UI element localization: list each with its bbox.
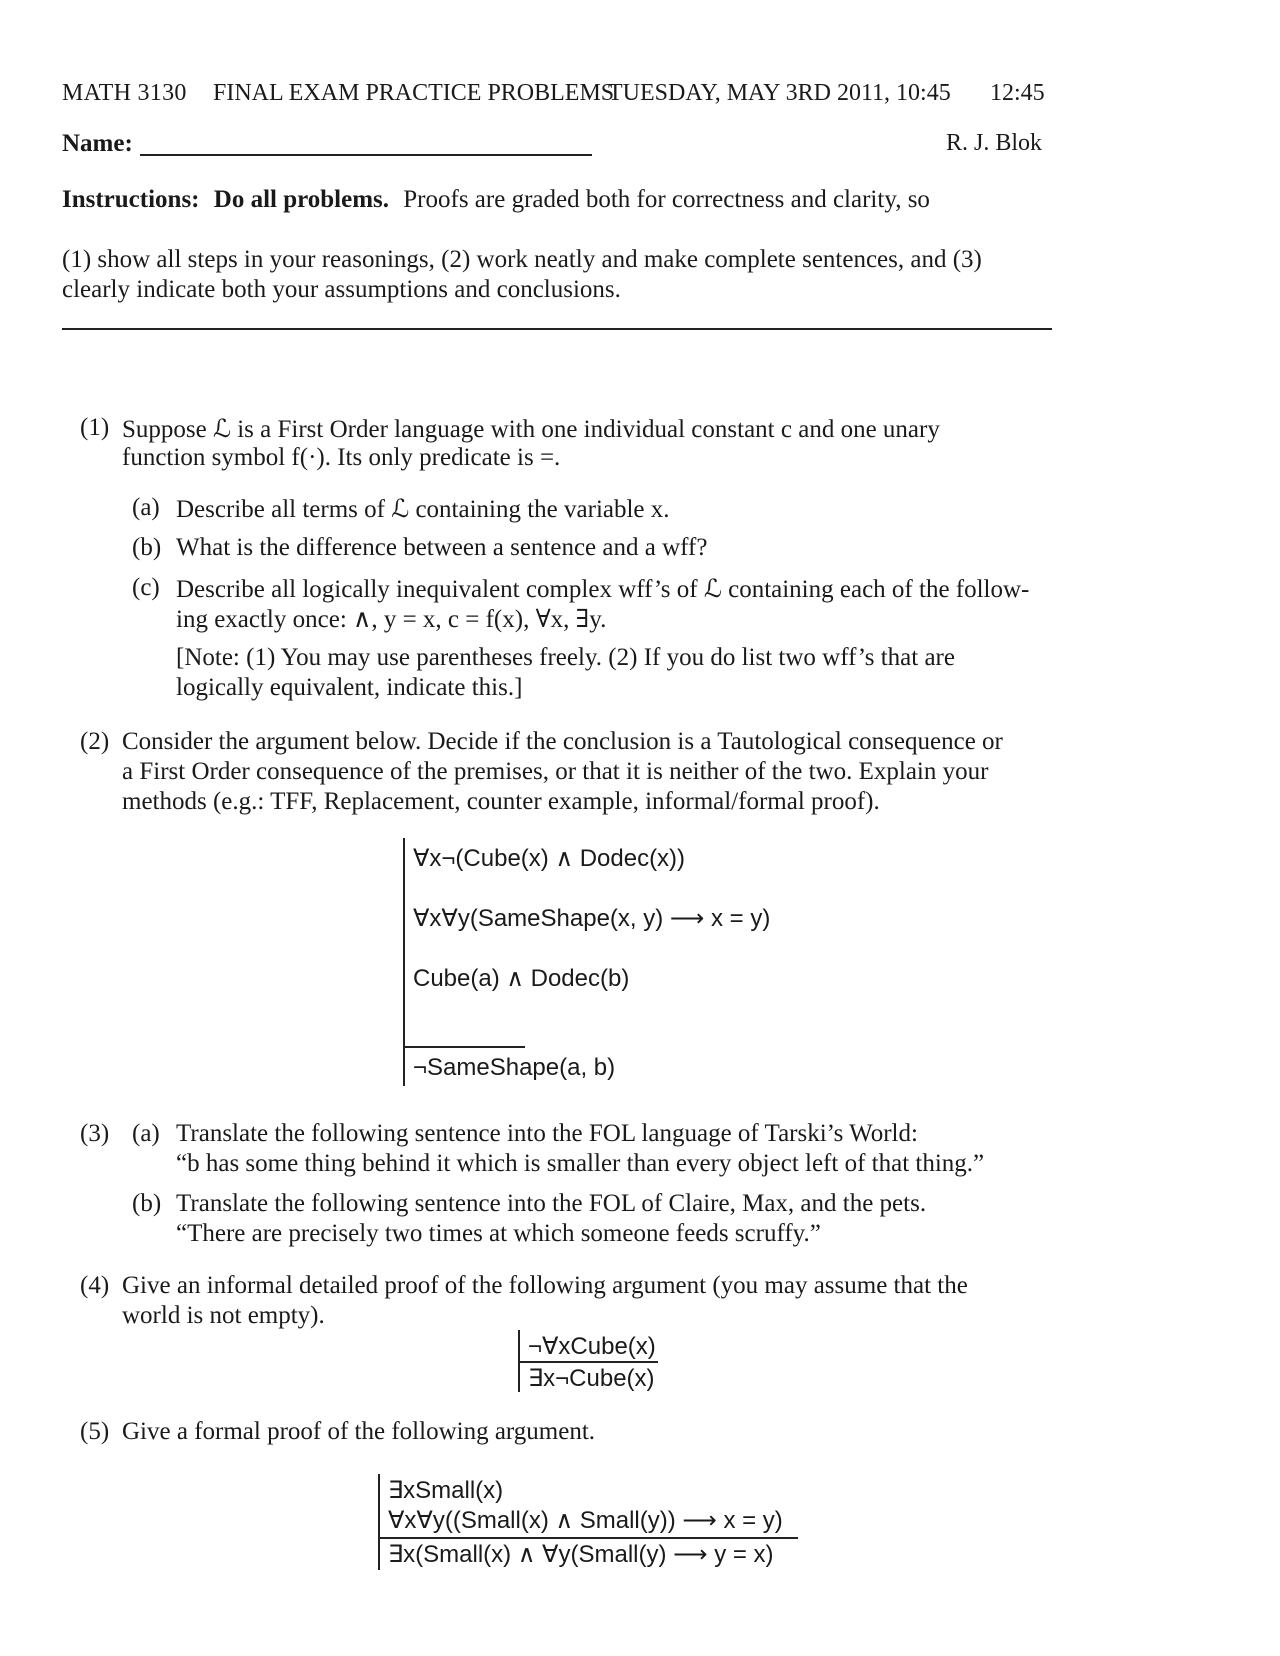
problem-4-fitch-separator [518, 1361, 658, 1363]
problem-1c-label: (c) [132, 574, 160, 601]
exam-title: FINAL EXAM PRACTICE PROBLEMS [213, 80, 615, 106]
name-label: Name: [62, 130, 133, 157]
problem-1b-label: (b) [132, 534, 162, 561]
problem-4-line2: world is not empty). [122, 1302, 325, 1329]
problem-2-premise-1: ∀x¬(Cube(x) ∧ Dodec(x)) [413, 845, 686, 872]
problem-2-line2: a First Order consequence of the premises, or that it is neither of the two. Explain your [122, 758, 989, 785]
problem-3a-line2: “b has some thing behind it which is smaller than every object left of that thing.” [176, 1150, 985, 1177]
problem-2-number: (2) [80, 728, 110, 755]
problem-1b-text: What is the difference between a sentence and a wff? [176, 534, 708, 561]
instructions-line1-rest: Proofs are graded both for correctness and clarity, so [403, 186, 930, 213]
problem-4-premise: ¬∀xCube(x) [528, 1333, 656, 1360]
problem-3a-line1: Translate the following sentence into the FOL language of Tarski’s World: [176, 1120, 918, 1147]
problem-2-fitch-separator [403, 1046, 525, 1048]
problem-3a-label: (a) [132, 1120, 160, 1147]
problem-1-number: (1) [80, 414, 110, 441]
instructions-line1 [62, 186, 930, 214]
problem-1a-label: (a) [132, 494, 160, 521]
problem-1-line1: Suppose ℒ is a First Order language with one individual constant c and one unary [122, 416, 940, 443]
problem-5-fitch-separator [378, 1537, 798, 1539]
problem-2-line3: methods (e.g.: TFF, Replacement, counter example, informal/formal proof). [122, 788, 880, 815]
course-code: MATH 3130 [62, 80, 187, 106]
problem-2-line1: Consider the argument below. Decide if the conclusion is a Tautological consequence or [122, 728, 1003, 755]
exam-end-time: 12:45 [990, 80, 1045, 106]
problem-1a-text: Describe all terms of ℒ containing the variable x. [176, 496, 670, 523]
instructions-label: Instructions: [62, 186, 200, 213]
problem-4-line1: Give an informal detailed proof of the following argument (you may assume that the [122, 1272, 968, 1299]
problem-5-number: (5) [80, 1418, 110, 1445]
header-divider [62, 328, 1052, 330]
problem-4-number: (4) [80, 1272, 110, 1299]
problem-5-premise-1: ∃xSmall(x) [388, 1477, 504, 1504]
instructor-name: R. J. Blok [946, 130, 1043, 156]
problem-1-line2: function symbol f(·). Its only predicate is =. [122, 444, 561, 471]
instructions-line3: clearly indicate both your assumptions and conclusions. [62, 276, 621, 303]
exam-date: TUESDAY, MAY 3RD 2011, 10:45 [608, 80, 951, 106]
name-blank-line[interactable] [140, 154, 592, 156]
instructions-emphasis: Do all problems. [213, 186, 390, 213]
problem-5-conclusion: ∃x(Small(x) ∧ ∀y(Small(y) ⟶ y = x) [388, 1541, 774, 1568]
problem-1-note-line2: logically equivalent, indicate this.] [176, 674, 523, 701]
problem-3-number: (3) [80, 1120, 110, 1147]
problem-2-fitch-bar [403, 838, 405, 1086]
problem-2-premise-2: ∀x∀y(SameShape(x, y) ⟶ x = y) [413, 905, 771, 932]
problem-3b-line1: Translate the following sentence into the FOL of Claire, Max, and the pets. [176, 1190, 927, 1217]
problem-1-note-line1: [Note: (1) You may use parentheses freely. (2) If you do list two wff’s that are [176, 644, 955, 671]
problem-3b-label: (b) [132, 1190, 162, 1217]
problem-2-premise-3: Cube(a) ∧ Dodec(b) [413, 965, 630, 992]
problem-2-conclusion: ¬SameShape(a, b) [413, 1054, 616, 1081]
problem-1c-line2: ing exactly once: ∧, y = x, c = f(x), ∀x, ∃y. [176, 606, 607, 633]
problem-5-premise-2: ∀x∀y((Small(x) ∧ Small(y)) ⟶ x = y) [388, 1507, 783, 1534]
problem-5-line1: Give a formal proof of the following argument. [122, 1418, 596, 1445]
problem-1c-line1: Describe all logically inequivalent complex wff’s of ℒ containing each of the follow- [176, 576, 1030, 603]
problem-5-fitch-bar [378, 1474, 380, 1570]
problem-3b-line2: “There are precisely two times at which someone feeds scruffy.” [176, 1220, 821, 1247]
instructions-line2: (1) show all steps in your reasonings, (2) work neatly and make complete sentences, and (3) [62, 246, 982, 273]
problem-4-conclusion: ∃x¬Cube(x) [528, 1365, 655, 1392]
